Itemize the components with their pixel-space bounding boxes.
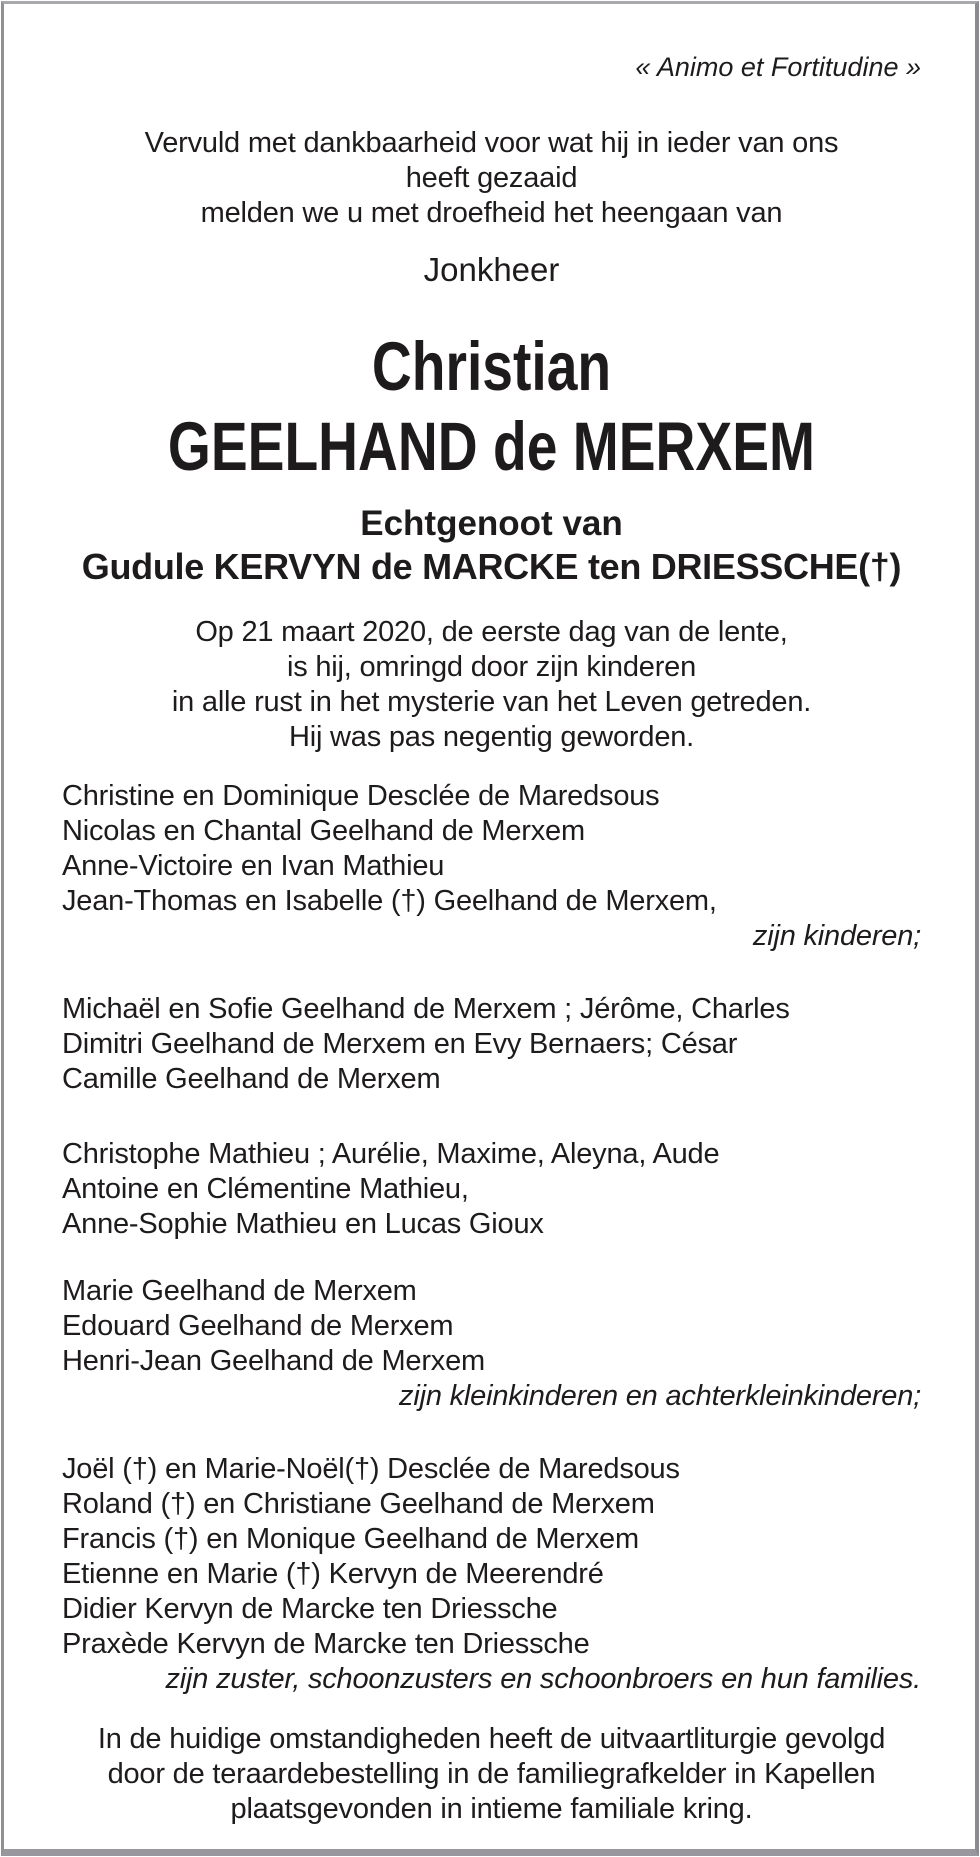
grandchildren-g2-line-3: Anne-Sophie Mathieu en Lucas Gioux [62,1208,544,1240]
intro-line-2: heeft gezaaid [405,162,578,194]
grandchildren-g1-line-2: Dimitri Geelhand de Merxem en Evy Bernaers; César [62,1028,738,1060]
grandchildren-g3-line-1: Marie Geelhand de Merxem [62,1275,417,1307]
siblings-attribution: zijn zuster, schoonzusters en schoonbroers en hun families. [165,1663,921,1695]
grandchildren-group-2 [62,1137,921,1242]
death-notice-line-3: in alle rust in het mysterie van het Leven getreden. [171,686,812,718]
intro-line-1: Vervuld met dankbaarheid voor wat hij in ieder van ons [144,127,839,159]
family-motto: « Animo et Fortitudine » [635,52,921,82]
deceased-family-name: GEELHAND de MERXEM [167,408,816,485]
deceased-first-name-line [62,327,921,407]
closing-line-2: door de teraardebestelling in de familiegrafkelder in Kapellen [107,1758,876,1790]
grandchildren-g2-line-2: Antoine en Clémentine Mathieu, [62,1173,469,1205]
death-notice-line-1: Op 21 maart 2020, de eerste dag van de lente, [195,616,788,648]
intro-line-3: melden we u met droefheid het heengaan van [200,197,783,229]
grandchildren-g1-line-1: Michaël en Sofie Geelhand de Merxem ; Jérôme, Charles [62,993,790,1025]
death-notice-paragraph [62,615,921,755]
obituary-content [4,4,975,1827]
siblings-line-1: Joël (†) en Marie-Noël(†) Desclée de Maredsous [62,1453,680,1485]
deceased-honorific: Jonkheer [423,251,560,288]
children-line-3: Anne-Victoire en Ivan Mathieu [62,850,445,882]
siblings-line-3: Francis (†) en Monique Geelhand de Merxem [62,1523,639,1555]
spouse-label: Echtgenoot van [360,504,623,543]
children-attribution: zijn kinderen; [752,920,921,952]
grandchildren-g2-line-1: Christophe Mathieu ; Aurélie, Maxime, Aleyna, Aude [62,1138,720,1170]
spouse-block [62,503,921,589]
siblings-list [62,1452,921,1697]
children-line-1: Christine en Dominique Desclée de Maredsous [62,780,660,812]
intro-paragraph [62,126,921,231]
grandchildren-group-1 [62,992,921,1097]
children-line-4: Jean-Thomas en Isabelle (†) Geelhand de Merxem, [62,885,717,917]
obituary-card [1,1,979,1856]
spouse-name: Gudule KERVYN de MARCKE ten DRIESSCHE(†) [81,546,902,587]
siblings-line-6: Praxède Kervyn de Marcke ten Driessche [62,1628,590,1660]
children-line-2: Nicolas en Chantal Geelhand de Merxem [62,815,585,847]
deceased-family-name-line [62,407,921,487]
siblings-line-4: Etienne en Marie (†) Kervyn de Meerendré [62,1558,604,1590]
siblings-line-2: Roland (†) en Christiane Geelhand de Merxem [62,1488,655,1520]
closing-line-3: plaatsgevonden in intieme familiale kring. [230,1793,753,1825]
children-list [62,779,921,954]
siblings-line-5: Didier Kervyn de Marcke ten Driessche [62,1593,558,1625]
grandchildren-group-3 [62,1274,921,1414]
grandchildren-g3-line-3: Henri-Jean Geelhand de Merxem [62,1345,485,1377]
grandchildren-attribution: zijn kleinkinderen en achterkleinkinderen; [399,1380,921,1412]
death-notice-line-2: is hij, omringd door zijn kinderen [286,651,697,683]
grandchildren-g3-line-2: Edouard Geelhand de Merxem [62,1310,454,1342]
deceased-name [62,327,921,487]
closing-paragraph [62,1722,921,1827]
death-notice-line-4: Hij was pas negentig geworden. [288,721,695,753]
closing-line-1: In de huidige omstandigheden heeft de uitvaartliturgie gevolgd [97,1723,886,1755]
grandchildren-g1-line-3: Camille Geelhand de Merxem [62,1063,441,1095]
deceased-first-name: Christian [371,328,612,405]
